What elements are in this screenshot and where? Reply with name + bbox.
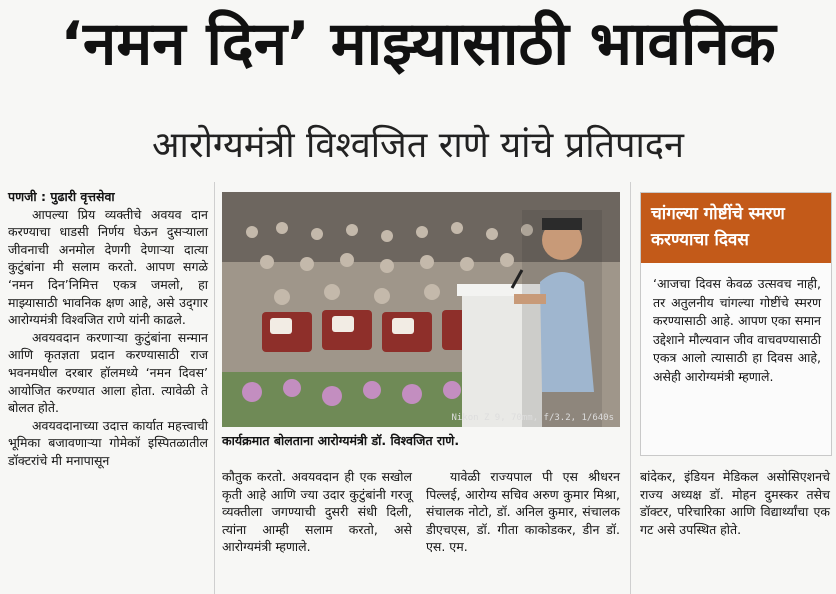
article-column-1 bbox=[8, 188, 208, 470]
sidebox-heading: चांगल्या गोष्टींचे स्मरण करण्याचा दिवस bbox=[641, 193, 831, 263]
dateline: पणजी : पुढारी वृत्तसेवा bbox=[8, 189, 115, 204]
article-column-4 bbox=[640, 468, 830, 538]
paragraph: कौतुक करतो. अवयवदान ही एक सखोल कृती आहे आणि ज्या उदार कुटुंबांनी गरजू व्यक्तीला जगण्याची दुसरी संधी दिली, त्यांना आम्ही सलाम करतो, असे आरोग्यमंत्री म्हणाले. bbox=[222, 469, 412, 555]
paragraph: अवयवदानाच्या उदात्त कार्यात महत्त्वाची भूमिका बजावणाऱ्या गोमेकॉ इस्पितळातील डॉक्टरांचे मी मनापासून bbox=[8, 417, 208, 468]
article-column-2 bbox=[222, 468, 412, 556]
column-divider bbox=[214, 182, 215, 594]
event-photo-illustration bbox=[222, 192, 620, 427]
paragraph: आपल्या प्रिय व्यक्तीचे अवयव दान करण्याचा धाडसी निर्णय घेऊन दुसऱ्याला जीवनाची अनमोल देणगी देणाऱ्या दात्या कुटुंबांना मी सलाम करतो. आपण सगळे ‘नमन दिन’निमित्त एकत्र जमलो, हा माझ्यासाठी भावनिक क्षण आहे, असे उद्‌गार आरोग्यमंत्री विश्वजित राणे यांनी काढले. bbox=[8, 206, 208, 328]
paragraph: बांदेकर, इंडियन मेडिकल असोसिएशनचे राज्य अध्यक्ष डॉ. मोहन दुमस्कर तसेच डॉक्टर, परिचारिका आणि विद्यार्थ्यांचा एक गट असे उपस्थित होते. bbox=[640, 469, 830, 537]
camera-exif: Nikon Z 9, 70mm, f/3.2, 1/640s bbox=[451, 413, 614, 423]
subheadline: आरोग्यमंत्री विश्वजित राणे यांचे प्रतिपादन bbox=[152, 125, 684, 166]
quote-sidebox bbox=[640, 192, 832, 456]
paragraph: अवयवदान करणाऱ्या कुटुंबांना सन्मान आणि कृतज्ञता प्रदान करण्यासाठी राज भवनमधील दरबार हॉलमध्ये ‘नमन दिवस’ आयोजित करण्यात आला होता. त्यावेळी ते बोलत होते. bbox=[8, 329, 208, 416]
event-photo bbox=[222, 192, 620, 427]
photo-caption: कार्यक्रमात बोलताना आरोग्यमंत्री डॉ. विश्वजित राणे. bbox=[222, 433, 460, 448]
paragraph: यावेळी राज्यपाल पी एस श्रीधरन पिल्लई, आरोग्य सचिव अरुण कुमार मिश्रा, संचालक नोटो, डॉ. अनिल कुमार, संचालक डीएचएस, डॉ. गीता काकोडकर, डीन डॉ. एस. एम. bbox=[426, 469, 620, 555]
headline: ‘नमन दिन’ माझ्यासाठी भावनिक bbox=[60, 9, 776, 79]
article-column-3 bbox=[426, 468, 620, 556]
sidebox-quote: ‘आजचा दिवस केवळ उत्सवच नाही, तर अतुलनीय चांगल्या गोष्टींचे स्मरण करण्यासाठी आहे. आपण एका समान उद्देशाने मौल्यवान जीव वाचवण्यासाठी एकत्र आलो त्यासाठी हा दिवस आहे, असेही आरोग्यमंत्री म्हणाले. bbox=[653, 276, 821, 384]
column-divider bbox=[630, 182, 631, 594]
